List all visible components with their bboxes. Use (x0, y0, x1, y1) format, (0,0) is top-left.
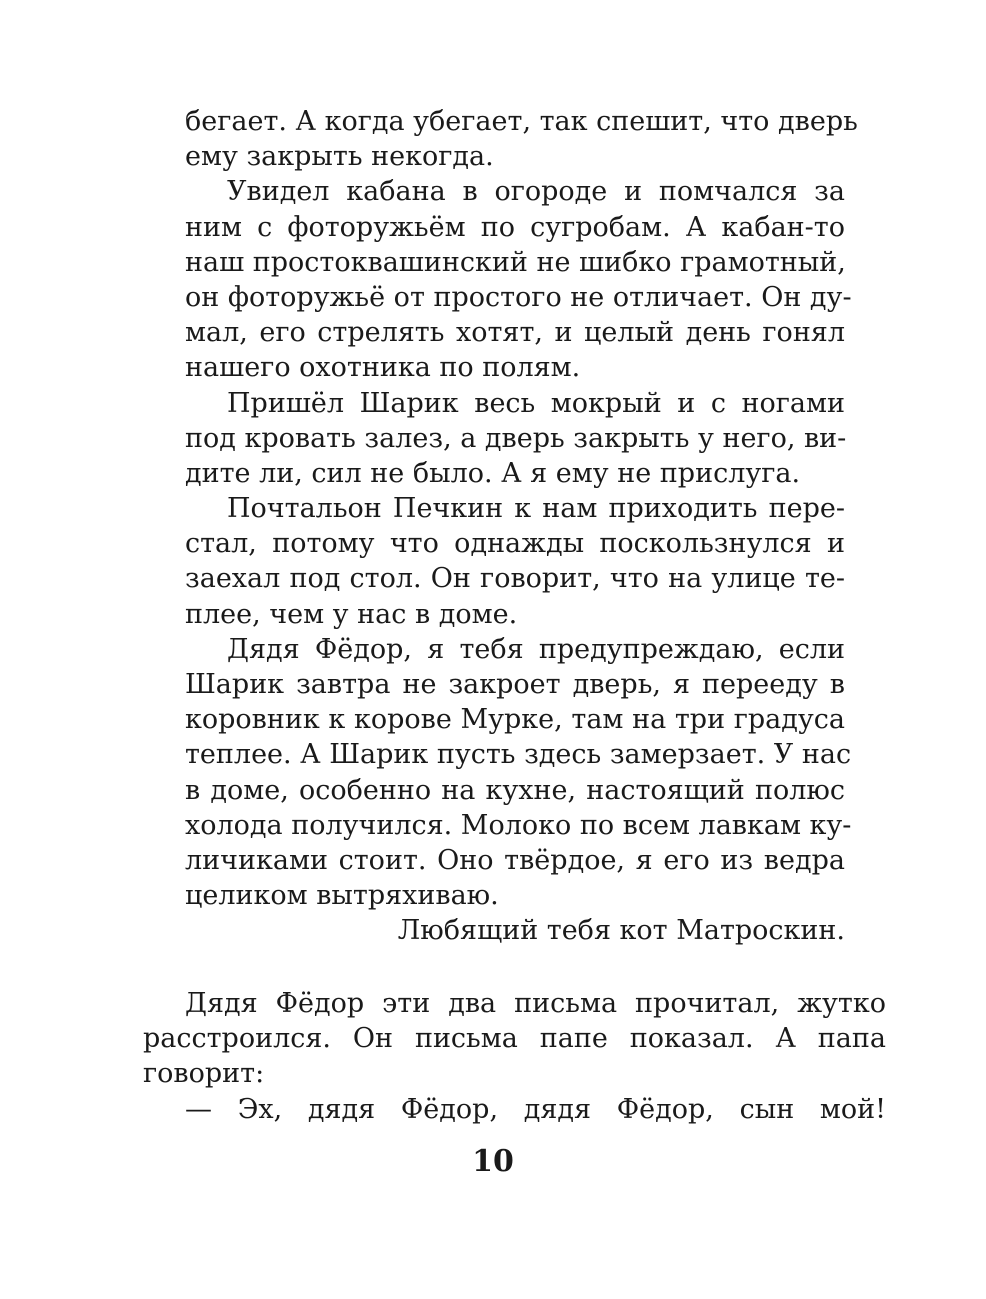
letter-line: Дядя Фёдор, я тебя предупреждаю, если (227, 633, 845, 665)
letter-line: Увидел кабана в огороде и помчался за (227, 176, 845, 208)
narrative-line: говорит: (143, 1058, 265, 1090)
letter-line: личиками стоит. Оно твёрдое, я его из ведра (185, 844, 845, 876)
letter-line: под кровать залез, а дверь закрыть у него, ви- (185, 422, 847, 454)
letter-line: плее, чем у нас в доме. (185, 598, 518, 630)
narrative-line: расстроился. Он письма папе показал. А папа (143, 1023, 886, 1055)
letter-line: целиком вытряхиваю. (185, 880, 499, 912)
letter-line: ему закрыть некогда. (185, 141, 494, 173)
letter-line: дите ли, сил не было. А я ему не прислуга. (185, 457, 801, 489)
letter-line: Шарик завтра не закроет дверь, я перееду в (185, 669, 845, 700)
page-number: 10 (472, 1144, 514, 1179)
letter-signature: Любящий тебя кот Матроскин. (397, 915, 845, 947)
letter-line: в доме, особенно на кухне, настоящий полюс (185, 774, 845, 806)
letter-line: коровник к корове Мурке, там на три градуса (185, 704, 845, 736)
letter-line: Почтальон Печкин к нам приходить пере- (227, 493, 845, 525)
letter-line: холода получился. Молоко по всем лавкам ку- (185, 809, 852, 841)
letter-line: бегает. А когда убегает, так спешит, что дверь (185, 106, 858, 137)
narrative-line: — Эх, дядя Фёдор, дядя Фёдор, сын мой! (185, 1093, 886, 1125)
narrative-line: Дядя Фёдор эти два письма прочитал, жутко (185, 988, 886, 1019)
letter-line: мал, его стрелять хотят, и целый день гонял (185, 317, 845, 349)
narrative-text (143, 986, 886, 1127)
letter-line: стал, потому что однажды поскользнулся и (185, 528, 845, 560)
letter-line: ним с фоторужьём по сугробам. А кабан-то (185, 211, 845, 243)
letter-line: он фоторужьё от простого не отличает. Он ду- (185, 281, 852, 313)
letter-line: нашего охотника по полям. (185, 352, 581, 384)
letter-line: наш простоквашинский не шибко грамотный, (185, 246, 846, 278)
letter-line: заехал под стол. Он говорит, что на улице те- (185, 563, 845, 595)
letter-line: теплее. А Шарик пусть здесь замерзает. У нас (185, 739, 852, 771)
letter-line: Пришёл Шарик весь мокрый и с ногами (227, 387, 845, 419)
letter-text (185, 104, 858, 949)
